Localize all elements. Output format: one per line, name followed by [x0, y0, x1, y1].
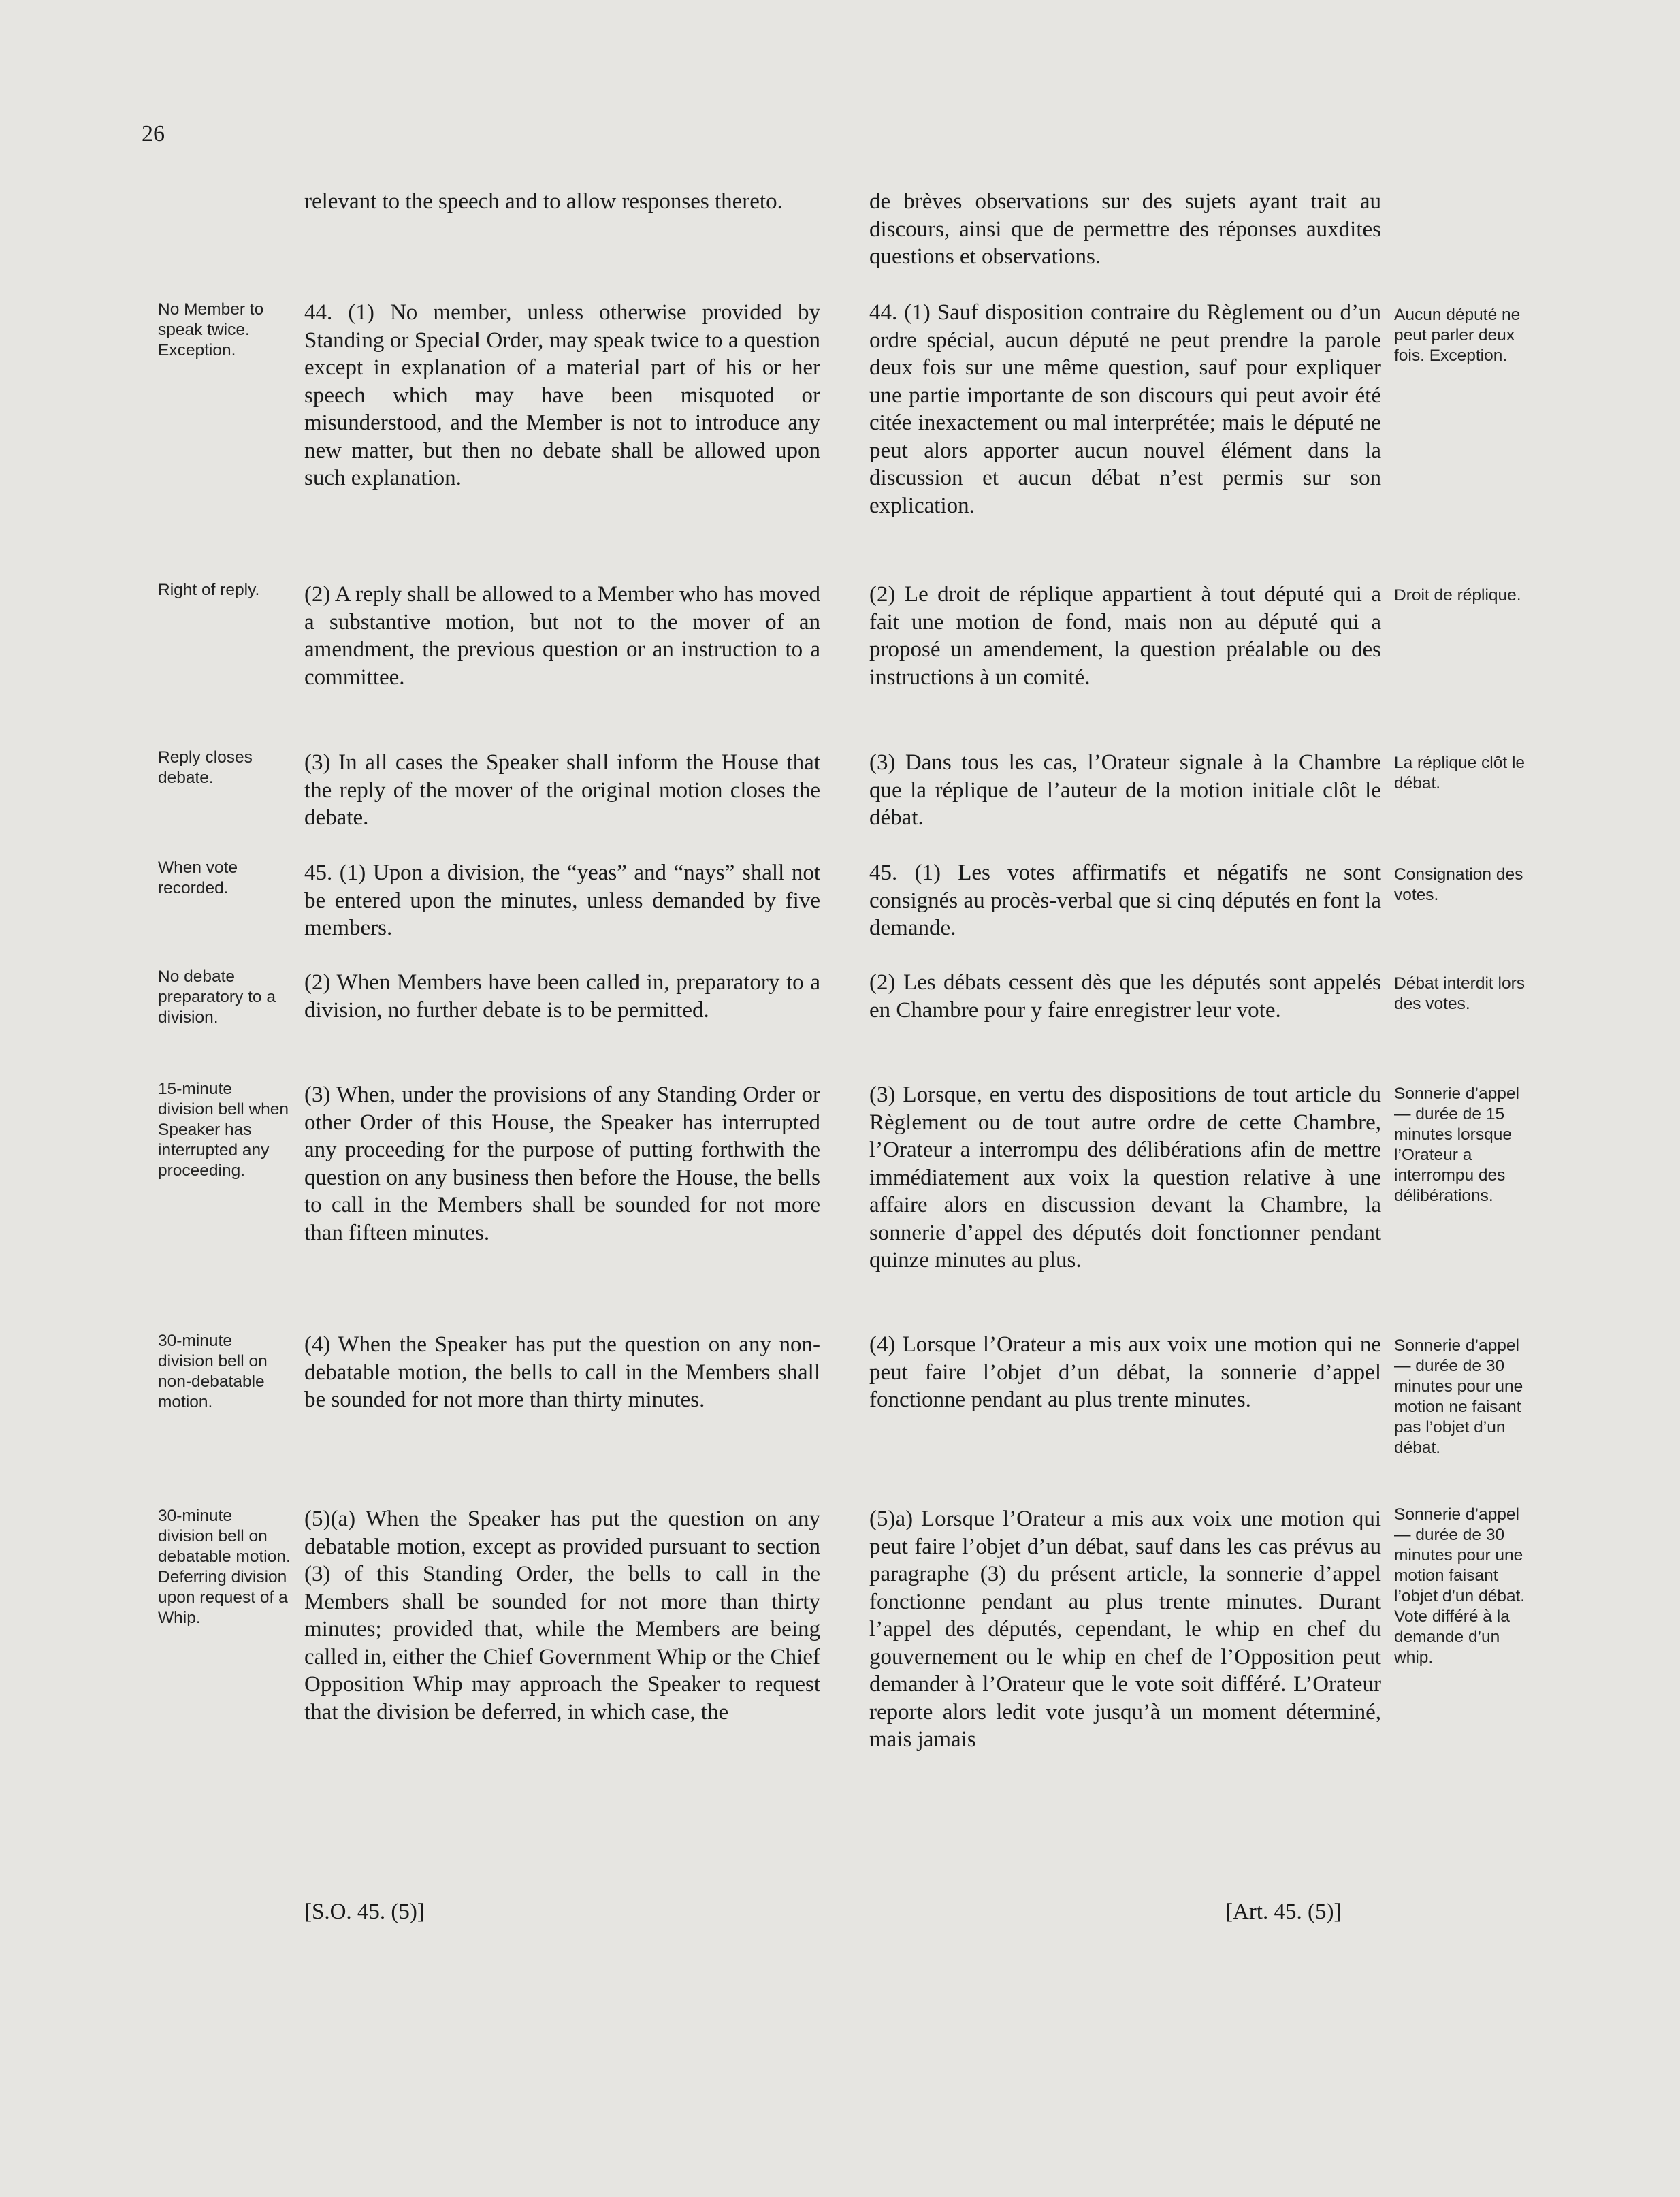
- en-margin-note: No debate preparatory to a division.: [158, 967, 276, 1027]
- fr-paragraph-continued: de brèves observations sur des sujets ayant trait au discours, ainsi que de permettre des réponses auxdites questions et observations.: [869, 189, 1381, 269]
- en-margin-note: 30-minute division bell on debatable motion. Deferring division upon request of a Whip.: [158, 1507, 291, 1627]
- fr-margin-note: Aucun député ne peut parler deux fois. Exception.: [1394, 306, 1521, 365]
- en-footer-reference: [S.O. 45. (5)]: [304, 1899, 425, 1924]
- en-paragraph-44-3: (3) In all cases the Speaker shall inform the House that the reply of the mover of the original motion closes the debate.: [304, 750, 820, 830]
- fr-paragraph-44-3: (3) Dans tous les cas, l’Orateur signale à la Chambre que la réplique de l’auteur de la motion initiale clôt le débat.: [869, 750, 1381, 830]
- en-paragraph-45-5a: (5)(a) When the Speaker has put the question on any debatable motion, except as provided pursuant to section (3) of this Standing Order, the bells to call in the Members shall be sounded for not more than thirty minutes; provided that, while the Members are being called in, either the Chief Government Whip or the Chief Opposition Whip may approach the Speaker to request that the division be deferred, in which case, the: [304, 1507, 820, 1725]
- en-margin-note: 30-minute division bell on non-debatable motion.: [158, 1332, 268, 1411]
- fr-margin-note: Droit de réplique.: [1394, 586, 1521, 605]
- page-number: 26: [142, 121, 165, 146]
- fr-paragraph-45-1: 45. (1) Les votes affirmatifs et négatifs ne sont consignés au procès-verbal que si cinq députés en font la demande.: [869, 861, 1381, 940]
- fr-margin-note: Sonnerie d’appel — durée de 30 minutes pour une motion faisant l’objet d’un débat. Vote différé à la demande d’un whip.: [1394, 1505, 1525, 1667]
- fr-margin-note: Sonnerie d’appel — durée de 15 minutes lorsque l’Orateur a interrompu des délibérations.: [1394, 1085, 1519, 1205]
- en-paragraph-44-1: 44. (1) No member, unless otherwise provided by Standing or Special Order, may speak twice to a question except in explanation of a material part of his or her speech which may have been misquoted or misunderstood, and the Member is not to introduce any new matter, but then no debate shall be allowed upon such explanation.: [304, 300, 820, 490]
- fr-paragraph-45-5a: (5)a) Lorsque l’Orateur a mis aux voix une motion qui peut faire l’objet d’un débat, sauf dans les cas prévus au paragraphe (3) du présent article, la sonnerie d’appel fonctionne pendant au plus trente minutes. Durant l’appel des députés, cependant, le whip en chef du gouvernement ou le whip en chef de l’Opposition peut demander à l’Orateur que le vote soit différé. L’Orateur reporte alors ledit vote jusqu’à un moment déterminé, mais jamais: [869, 1507, 1381, 1752]
- en-paragraph-45-2: (2) When Members have been called in, preparatory to a division, no further debate is to be permitted.: [304, 970, 820, 1023]
- en-margin-note: Reply closes debate.: [158, 748, 253, 787]
- fr-margin-note: La réplique clôt le débat.: [1394, 754, 1525, 792]
- fr-footer-reference: [Art. 45. (5)]: [1225, 1899, 1342, 1924]
- fr-paragraph-45-4: (4) Lorsque l’Orateur a mis aux voix une motion qui ne peut faire l’objet d’un débat, la sonnerie d’appel fonctionne pendant au plus trente minutes.: [869, 1332, 1381, 1412]
- en-margin-note: When vote recorded.: [158, 859, 238, 897]
- en-paragraph-45-1: 45. (1) Upon a division, the “yeas” and “nays” shall not be entered upon the minutes, unless demanded by five members.: [304, 861, 820, 940]
- fr-paragraph-44-2: (2) Le droit de réplique appartient à tout député qui a fait une motion de fond, mais non au député qui a proposé un amendement, la question préalable ou des instructions à un comité.: [869, 582, 1381, 690]
- en-margin-note: 15-minute division bell when Speaker has interrupted any proceeding.: [158, 1080, 289, 1180]
- en-paragraph-continued: relevant to the speech and to allow responses thereto.: [304, 189, 783, 214]
- fr-paragraph-44-1: 44. (1) Sauf disposition contraire du Règlement ou d’un ordre spécial, aucun député ne peut prendre la parole deux fois sur une même question, sauf pour expliquer une partie importante de son discours qui peut avoir été citée inexactement ou mal interprétée; mais le député ne peut alors apporter aucun nouvel élément dans la discussion et aucun débat n’est permis sur son explication.: [869, 300, 1381, 518]
- fr-margin-note: Sonnerie d’appel — durée de 30 minutes pour une motion ne faisant pas l’objet d’un débat.: [1394, 1336, 1523, 1457]
- en-margin-note: Right of reply.: [158, 581, 260, 599]
- fr-margin-note: Débat interdit lors des votes.: [1394, 974, 1525, 1013]
- en-margin-note: No Member to speak twice. Exception.: [158, 300, 264, 359]
- en-paragraph-45-4: (4) When the Speaker has put the question on any non-debatable motion, the bells to call in the Members shall be sounded for not more than thirty minutes.: [304, 1332, 820, 1412]
- en-paragraph-45-3: (3) When, under the provisions of any Standing Order or other Order of this House, the Speaker has interrupted any proceeding for the purpose of putting forthwith the question on any business then before the House, the bells to call in the Members shall be sounded for not more than fifteen minutes.: [304, 1083, 820, 1245]
- fr-margin-note: Consignation des votes.: [1394, 865, 1523, 904]
- en-paragraph-44-2: (2) A reply shall be allowed to a Member who has moved a substantive motion, but not to the mover of an amendment, the previous question or an instruction to a committee.: [304, 582, 820, 690]
- fr-paragraph-45-2: (2) Les débats cessent dès que les députés sont appelés en Chambre pour y faire enregistrer leur vote.: [869, 970, 1381, 1023]
- fr-paragraph-45-3: (3) Lorsque, en vertu des dispositions de tout article du Règlement ou de tout autre ordre de cette Chambre, l’Orateur a interrompu des délibérations afin de mettre immédiatement aux voix la question relative à une affaire alors en discussion devant la Chambre, la sonnerie d’appel des députés doit fonctionner pendant quinze minutes au plus.: [869, 1083, 1381, 1272]
